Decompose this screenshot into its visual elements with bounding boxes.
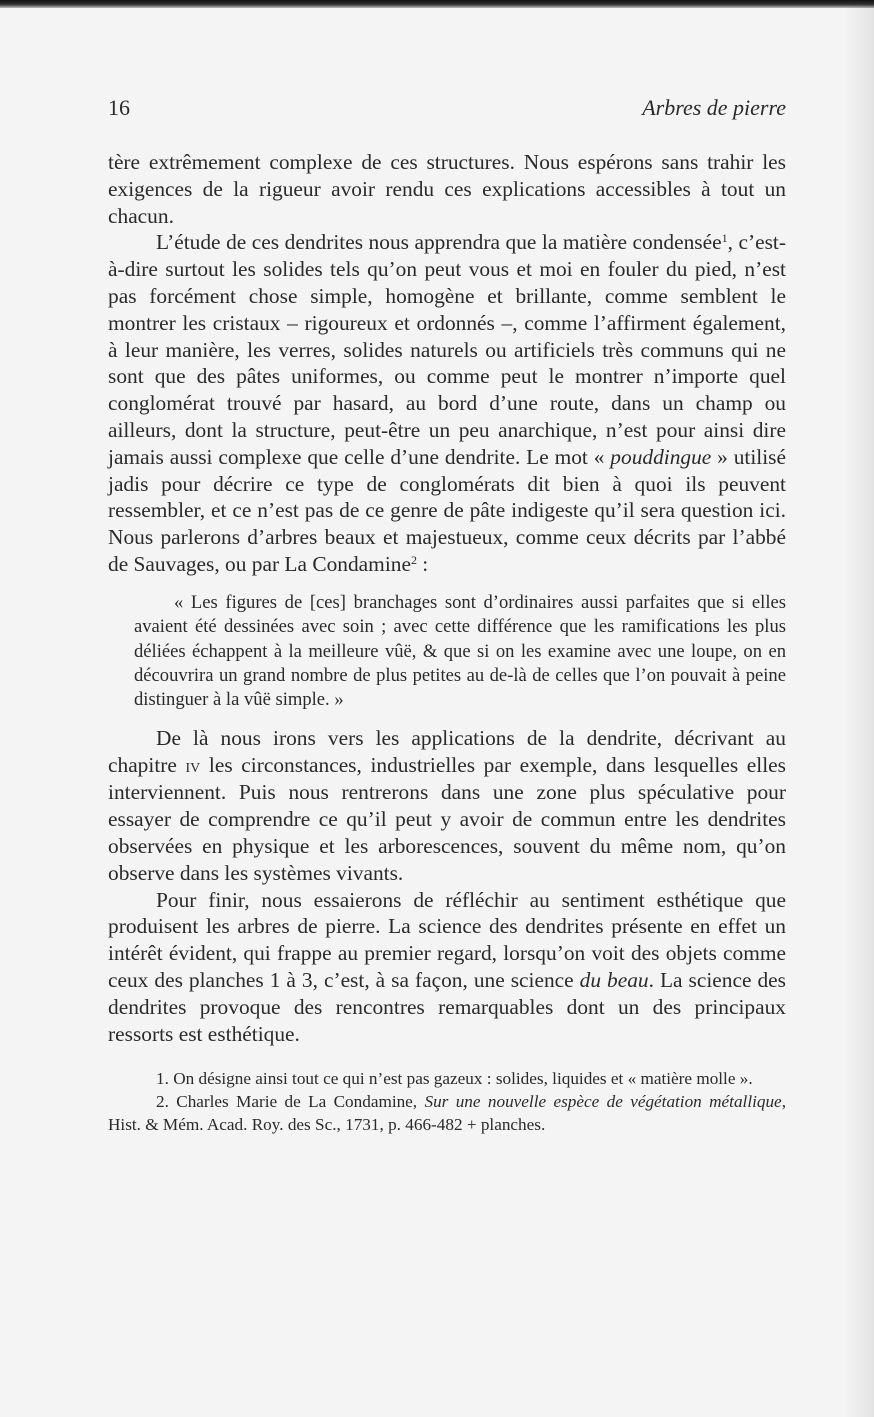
paragraph-4 <box>108 887 786 1048</box>
italic-term: pouddingue <box>610 444 712 469</box>
footnote-ref-2[interactable]: 2 <box>410 552 417 567</box>
footnote-2-text: 2. Charles Marie de La Condamine, <box>156 1092 425 1112</box>
quote-text: « Les figures de [ces] branchages sont d’ordinaires aussi parfaites que si elles avaient été dessinées avec soin ; avec cette différence que les ramifications les plus déliées échappent à la meilleure vûë, & que si on les examine avec une loupe, on en découvrira un grand nombre de plus petites au de-là de celles que l’on pouvait à peine distinguer à la vûë simple. » <box>134 591 786 711</box>
block-quote <box>134 591 786 713</box>
footnote-2 <box>108 1090 786 1136</box>
paragraph-2 <box>108 229 786 577</box>
paragraph-3-text: De là nous irons vers les applications de la dendrite, décrivant au chapitre <box>108 725 786 777</box>
body-text <box>108 149 786 1047</box>
paragraph-4-text: . La science des dendrites provoque des rencontres remarquables dont un des principaux ressorts est esthétique. <box>108 967 786 1046</box>
footnote-1: 1. On désigne ainsi tout ce qui n’est pas gazeux : solides, liquides et « matière molle ». <box>156 1069 753 1089</box>
running-title: Arbres de pierre <box>642 95 786 120</box>
paragraph-2-text: : <box>416 551 429 576</box>
footnote-2-title: Sur une nouvelle espèce de végétation métallique <box>424 1092 782 1112</box>
footnote-2-text: , Hist. & Mém. Acad. Roy. des Sc., 1731, p. 466-482 + planches. <box>108 1092 786 1135</box>
paragraph-3 <box>108 725 786 887</box>
paragraph-2-text: , c’est-à-dire surtout les solides tels qu’on peut vous et moi en fouler du pied, n’est pas forcément chose simple, homogène et brillante, comme semblent le montrer les cristaux – rigoureux et ordonnés –, comme l’affirment également, à leur manière, les verres, solides naturels ou artificiels très communs qui ne sont que des pâtes uniformes, ou comme peut le montrer n’importe quel conglomérat trouvé par hasard, au bord d’une route, dans un champ ou ailleurs, dont la structure, peut-être un peu anarchique, n’est pour ainsi dire jamais aussi complexe que celle d’une dendrite. Le mot « <box>108 230 786 469</box>
page-gutter-shade <box>844 0 874 1417</box>
page-header <box>108 95 786 131</box>
paragraph-2-text: L’étude de ces dendrites nous apprendra que la matière condensée <box>156 230 722 255</box>
scan-edge-shadow <box>0 0 874 8</box>
italic-term: du beau <box>579 967 649 992</box>
paragraph-3-text: les circonstances, industrielles par exemple, dans lesquelles elles interviennent. Puis nous rentrerons dans une zone plus spéculative pour essayer de comprendre ce qu’il peut y avoir de commun entre les dendrites observées en physique et les arborescences, souvent du même nom, qu’on observe dans les systèmes vivants. <box>108 752 787 885</box>
footnotes <box>108 1067 786 1136</box>
chapter-number: iv <box>185 754 201 777</box>
paragraph-4-text: Pour finir, nous essaierons de réfléchir au sentiment esthétique que produisent les arbres de pierre. La science des dendrites présente en effet un intérêt évident, qui frappe au premier regard, lorsqu’on voit des objets comme ceux des planches 1 à 3, c’est, à sa façon, une science <box>108 887 786 992</box>
page-number: 16 <box>108 95 130 120</box>
book-page <box>108 95 786 1136</box>
paragraph-2-text: » utilisé jadis pour décrire ce type de conglomérats dit bien à quoi ils peuvent ressembler, et ce n’est pas de ce genre de pâte indigeste qu’il sera question ici. Nous parlerons d’arbres beaux et majestueux, comme ceux décrits par l’abbé de Sauvages, ou par La Condamine <box>108 444 786 576</box>
paragraph-1: tère extrêmement complexe de ces structures. Nous espérons sans trahir les exigences de la rigueur avoir rendu ces explications accessibles à tout un chacun. <box>108 150 786 228</box>
footnote-ref-1[interactable]: 1 <box>721 231 728 246</box>
